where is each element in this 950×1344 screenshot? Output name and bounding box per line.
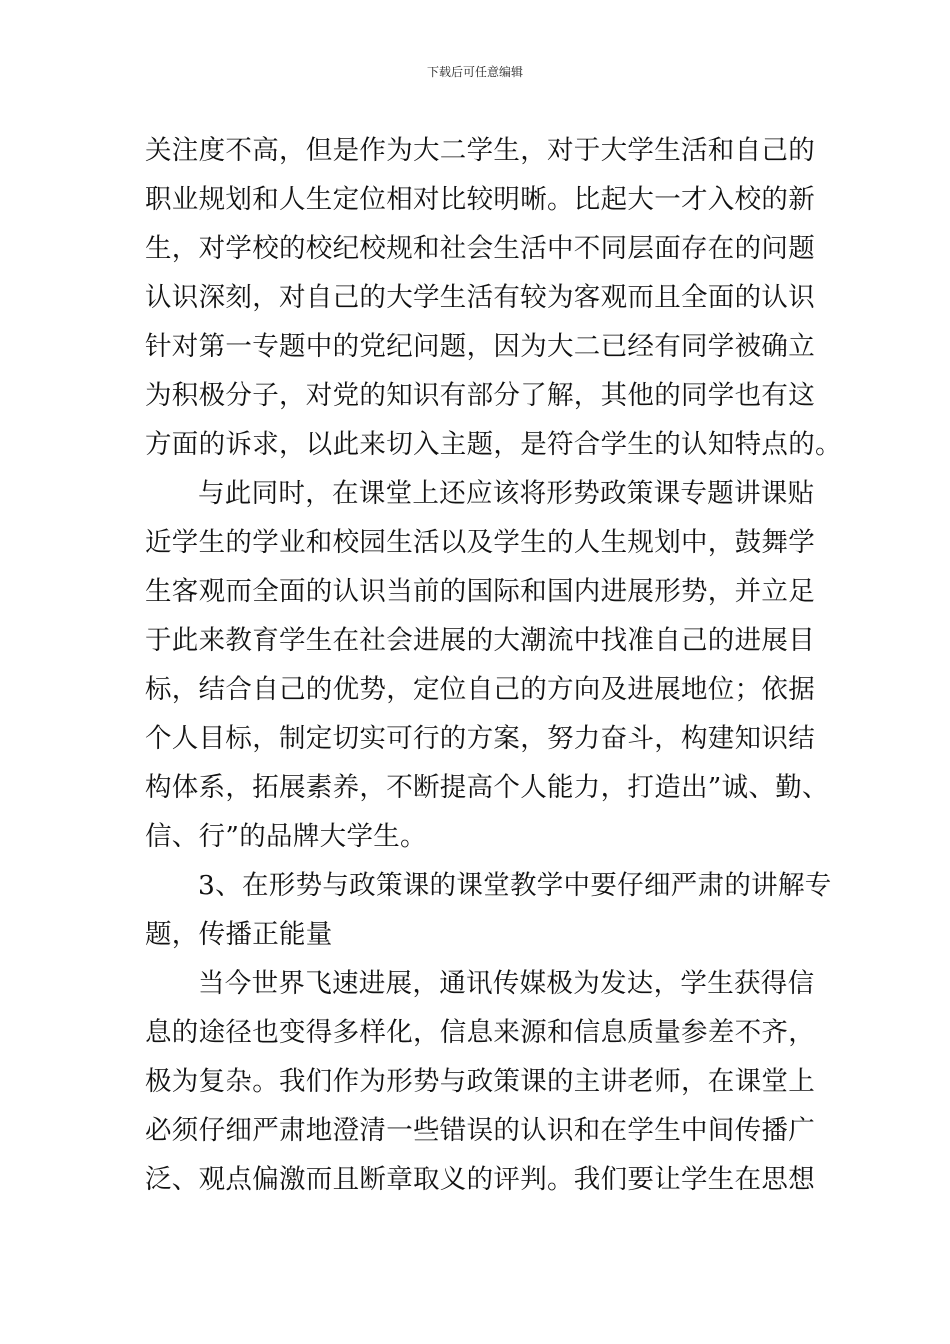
text-line: 关注度不高，但是作为大二学生，对于大学生活和自己的	[145, 135, 815, 166]
text-line: 泛、观点偏激而且断章取义的评判。我们要让学生在思想	[145, 1164, 815, 1195]
text-line: 职业规划和人生定位相对比较明晰。比起大一才入校的新	[145, 184, 815, 215]
text-line: 极为复杂。我们作为形势与政策课的主讲老师，在课堂上	[145, 1066, 815, 1097]
section-heading-line: 题，传播正能量	[145, 919, 333, 950]
text-line: 构体系，拓展素养，不断提高个人能力，打造出”诚、勤、	[145, 772, 829, 803]
text-line: 生客观而全面的认识当前的国际和国内进展形势，并立足	[145, 576, 815, 607]
page-header-note: 下载后可任意编辑	[426, 65, 523, 79]
text-line: 近学生的学业和校园生活以及学生的人生规划中，鼓舞学	[145, 527, 815, 558]
text-line: 个人目标，制定切实可行的方案，努力奋斗，构建知识结	[145, 723, 815, 754]
paragraph-first-line: 与此同时，在课堂上还应该将形势政策课专题讲课贴	[198, 478, 815, 509]
section-heading-line: 3、在形势与政策课的课堂教学中要仔细严肃的讲解专	[198, 870, 832, 901]
text-line: 标，结合自己的优势，定位自己的方向及进展地位；依据	[145, 674, 815, 705]
text-line: 生，对学校的校纪校规和社会生活中不同层面存在的问题	[145, 233, 815, 264]
text-line: 认识深刻，对自己的大学生活有较为客观而且全面的认识	[145, 282, 815, 313]
text-line: 信、行”的品牌大学生。	[145, 821, 427, 852]
text-line: 方面的诉求，以此来切入主题，是符合学生的认知特点的。	[145, 429, 842, 460]
text-line: 息的途径也变得多样化，信息来源和信息质量参差不齐，	[145, 1017, 815, 1048]
text-line: 针对第一专题中的党纪问题，因为大二已经有同学被确立	[145, 331, 815, 362]
text-line: 必须仔细严肃地澄清一些错误的认识和在学生中间传播广	[145, 1115, 815, 1146]
paragraph-first-line: 当今世界飞速进展，通讯传媒极为发达，学生获得信	[198, 968, 815, 999]
text-line: 于此来教育学生在社会进展的大潮流中找准自己的进展目	[145, 625, 815, 656]
text-line: 为积极分子，对党的知识有部分了解，其他的同学也有这	[145, 380, 815, 411]
